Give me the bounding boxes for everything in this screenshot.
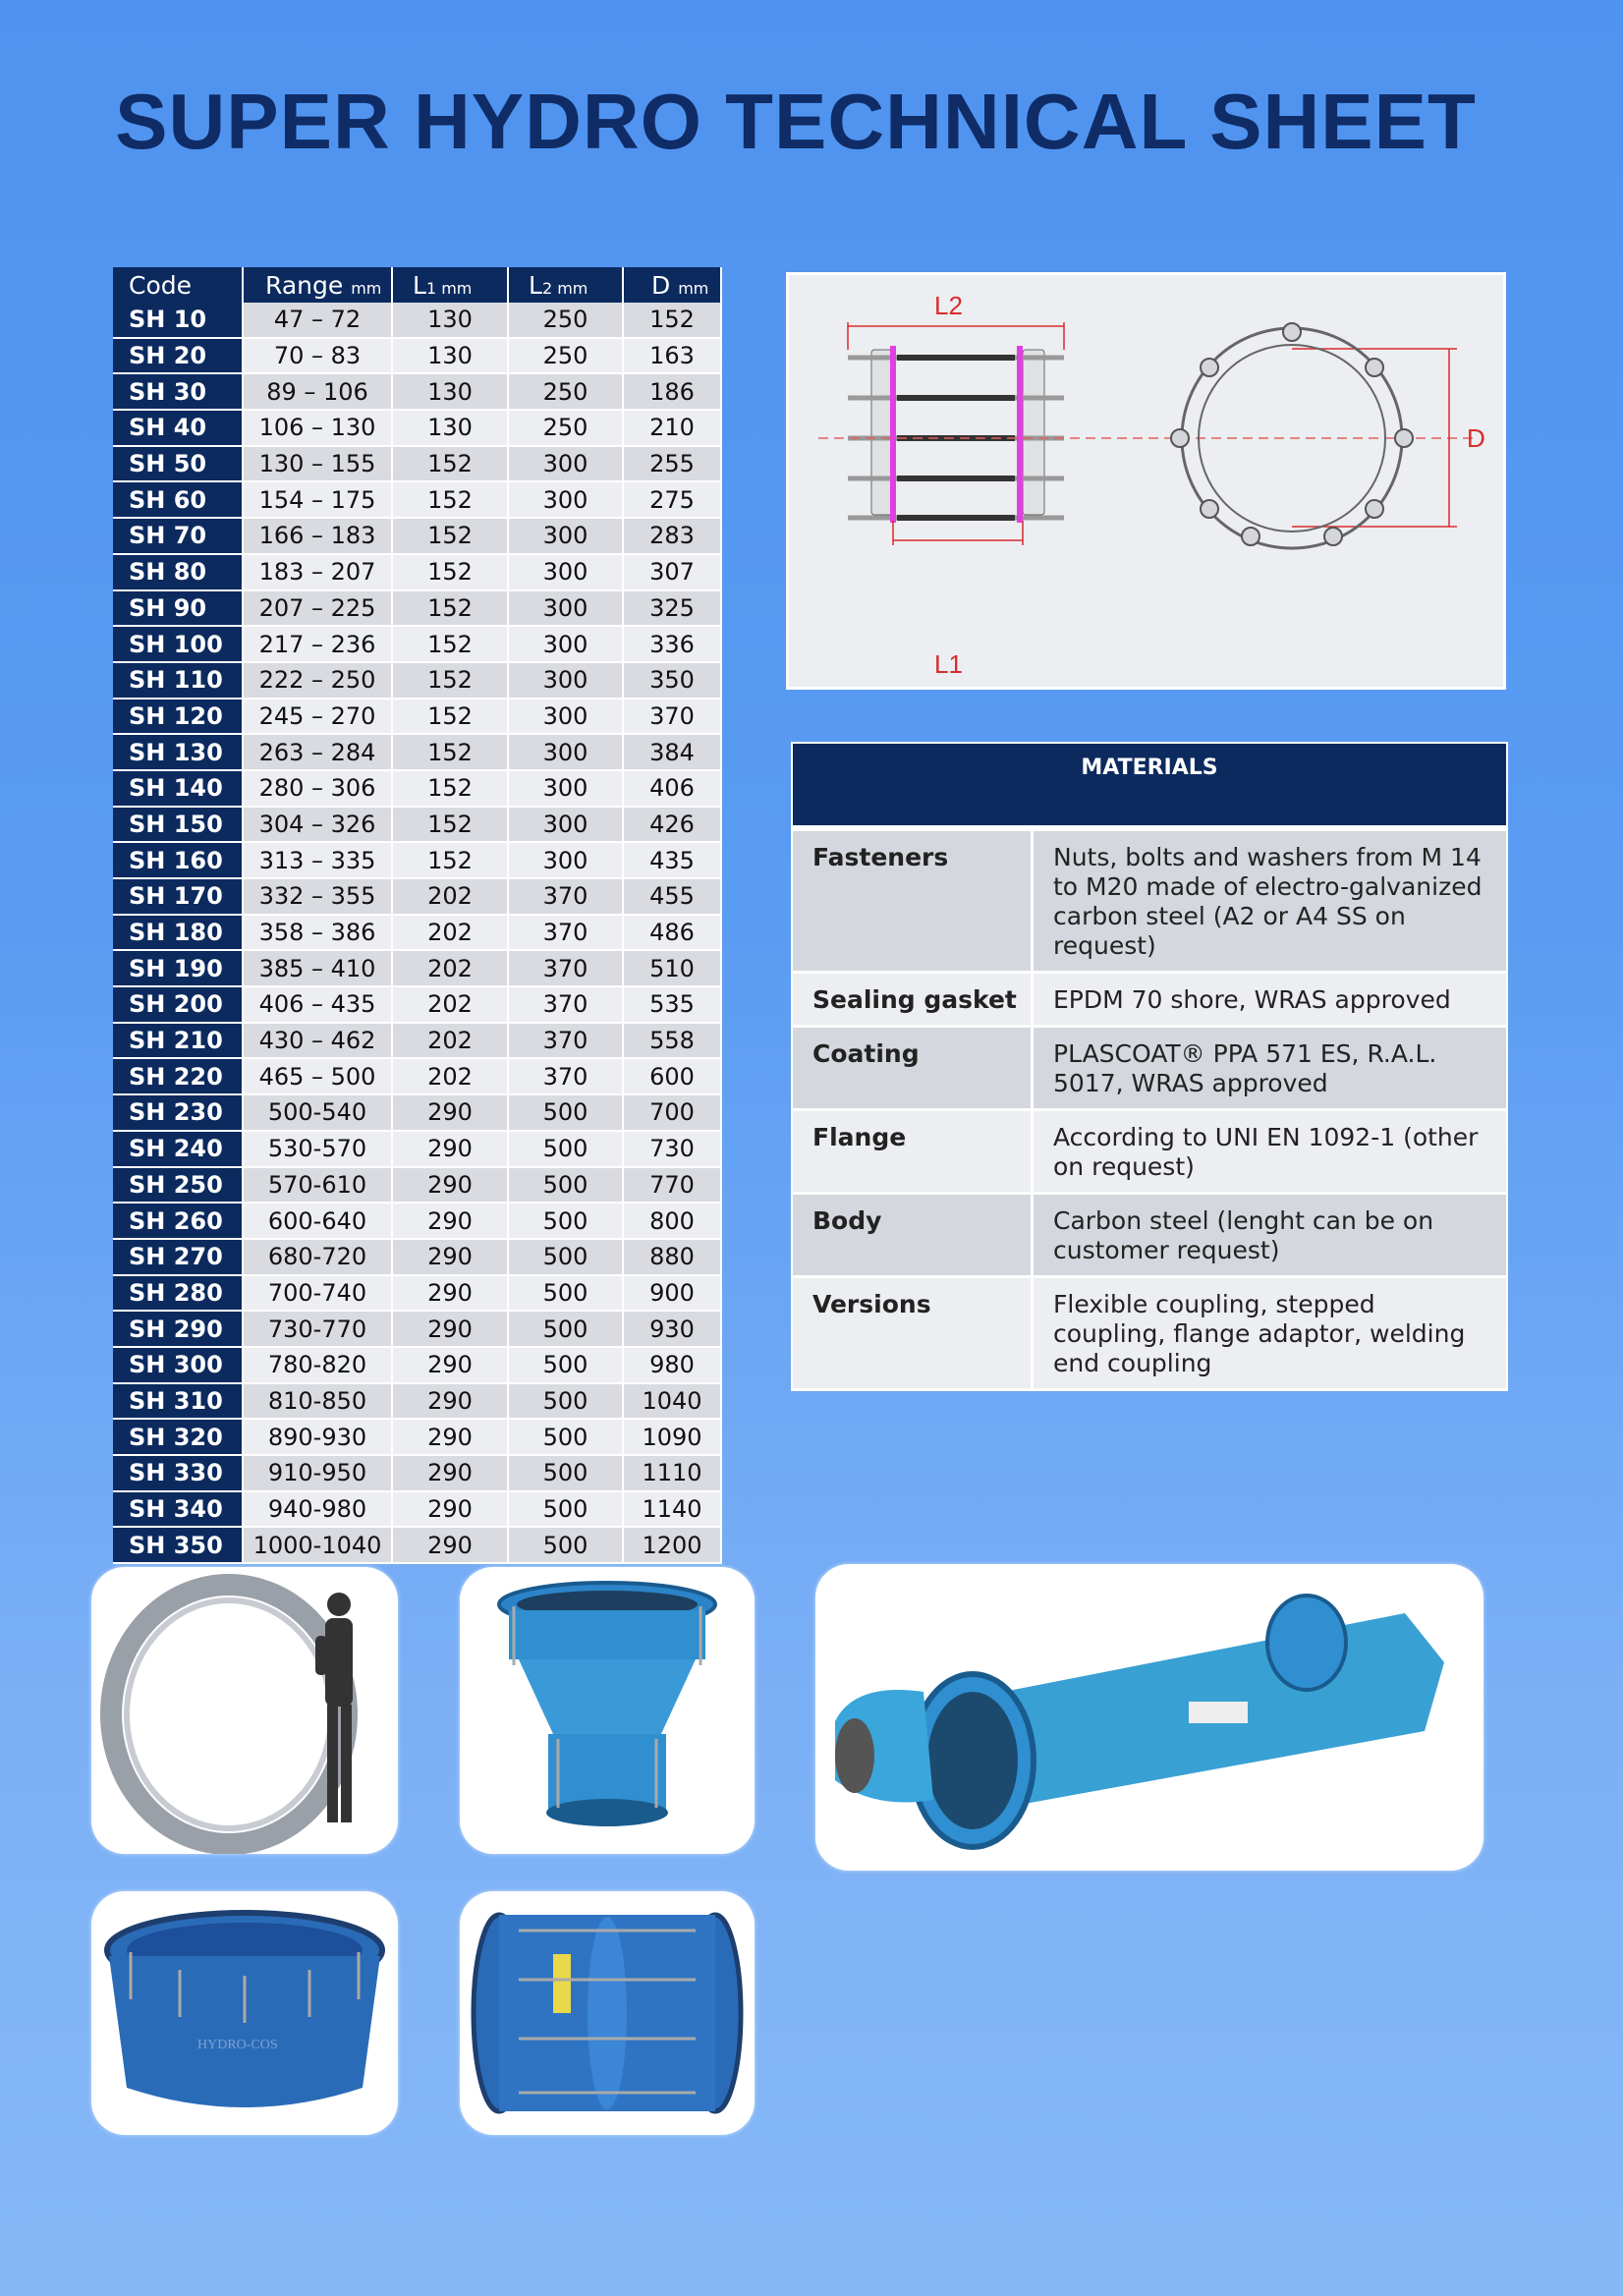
cell-l2: 250: [508, 338, 623, 374]
cell-code: SH 10: [113, 303, 243, 338]
cell-code: SH 180: [113, 915, 243, 951]
cell-l1: 152: [392, 481, 508, 518]
table-row: [113, 446, 721, 482]
cell-range: 430 – 462: [243, 1023, 392, 1059]
cell-d: 283: [623, 518, 721, 554]
cell-range: 332 – 355: [243, 878, 392, 915]
table-row: [113, 1419, 721, 1455]
cell-l1: 202: [392, 986, 508, 1023]
cell-l2: 370: [508, 986, 623, 1023]
materials-table: [791, 742, 1508, 1391]
col-header-code: Code: [113, 267, 243, 303]
cell-l2: 500: [508, 1419, 623, 1455]
table-row: [113, 1058, 721, 1094]
cell-l2: 250: [508, 373, 623, 410]
cell-code: SH 90: [113, 590, 243, 627]
cell-range: 358 – 386: [243, 915, 392, 951]
materials-value: PLASCOAT® PPA 571 ES, R.A.L. 5017, WRAS approved: [1033, 1027, 1508, 1110]
cell-l1: 152: [392, 807, 508, 843]
materials-row: [792, 1110, 1507, 1194]
cell-range: 406 – 435: [243, 986, 392, 1023]
table-row: [113, 303, 721, 338]
cell-l1: 290: [392, 1094, 508, 1131]
table-row: [113, 1275, 721, 1312]
cell-d: 406: [623, 770, 721, 807]
cell-d: 535: [623, 986, 721, 1023]
cell-l1: 152: [392, 662, 508, 699]
cell-range: 207 – 225: [243, 590, 392, 627]
double-flexible-coupling-photo: [460, 1891, 755, 2135]
cell-l2: 300: [508, 626, 623, 662]
cell-code: SH 210: [113, 1023, 243, 1059]
col-header-l2: L2 mm: [508, 267, 623, 303]
cell-code: SH 190: [113, 950, 243, 986]
cell-l2: 500: [508, 1094, 623, 1131]
cell-l2: 370: [508, 950, 623, 986]
cell-l1: 290: [392, 1383, 508, 1420]
table-row: [113, 1491, 721, 1528]
cell-range: 245 – 270: [243, 699, 392, 735]
cell-range: 222 – 250: [243, 662, 392, 699]
col-header-l1: L1 mm: [392, 267, 508, 303]
table-row: [113, 1383, 721, 1420]
cell-l2: 500: [508, 1347, 623, 1383]
cell-range: 890-930: [243, 1419, 392, 1455]
cell-d: 455: [623, 878, 721, 915]
cell-l2: 500: [508, 1383, 623, 1420]
cell-l2: 500: [508, 1239, 623, 1275]
spec-table-header: [113, 267, 721, 303]
cell-d: 435: [623, 842, 721, 878]
materials-key: Coating: [792, 1027, 1033, 1110]
materials-key: Sealing gasket: [792, 973, 1033, 1027]
page-title: SUPER HYDRO TECHNICAL SHEET: [115, 78, 1477, 165]
gasket-right: [1017, 346, 1023, 523]
cell-code: SH 50: [113, 446, 243, 482]
cell-l2: 300: [508, 481, 623, 518]
cell-l2: 370: [508, 915, 623, 951]
cell-code: SH 260: [113, 1203, 243, 1239]
materials-row: [792, 1194, 1507, 1277]
cell-l2: 500: [508, 1491, 623, 1528]
cell-d: 275: [623, 481, 721, 518]
cell-d: 770: [623, 1167, 721, 1204]
cell-range: 106 – 130: [243, 410, 392, 446]
cell-code: SH 240: [113, 1131, 243, 1167]
cell-code: SH 340: [113, 1491, 243, 1528]
cell-d: 730: [623, 1131, 721, 1167]
materials-row: [792, 973, 1507, 1027]
cell-l2: 300: [508, 446, 623, 482]
col-header-d: D mm: [623, 267, 721, 303]
table-row: [113, 590, 721, 627]
cell-d: 350: [623, 662, 721, 699]
cell-d: 307: [623, 554, 721, 590]
table-row: [113, 1203, 721, 1239]
label-l1: L1: [934, 649, 963, 679]
cell-l2: 500: [508, 1455, 623, 1491]
table-row: [113, 626, 721, 662]
table-row: [113, 842, 721, 878]
cell-range: 700-740: [243, 1275, 392, 1312]
cell-d: 325: [623, 590, 721, 627]
cell-range: 280 – 306: [243, 770, 392, 807]
cell-d: 980: [623, 1347, 721, 1383]
cell-d: 1110: [623, 1455, 721, 1491]
cell-l1: 152: [392, 842, 508, 878]
cell-range: 304 – 326: [243, 807, 392, 843]
cell-code: SH 100: [113, 626, 243, 662]
cell-range: 600-640: [243, 1203, 392, 1239]
table-row: [113, 950, 721, 986]
cell-l1: 152: [392, 518, 508, 554]
cell-d: 1040: [623, 1383, 721, 1420]
cell-range: 217 – 236: [243, 626, 392, 662]
cell-range: 500-540: [243, 1094, 392, 1131]
cell-range: 313 – 335: [243, 842, 392, 878]
table-row: [113, 1094, 721, 1131]
materials-key: Flange: [792, 1110, 1033, 1194]
cell-range: 166 – 183: [243, 518, 392, 554]
table-row: [113, 878, 721, 915]
cell-l2: 500: [508, 1311, 623, 1347]
cell-l2: 300: [508, 590, 623, 627]
cell-code: SH 170: [113, 878, 243, 915]
cell-range: 154 – 175: [243, 481, 392, 518]
cell-d: 384: [623, 734, 721, 770]
cell-l2: 250: [508, 410, 623, 446]
table-row: [113, 734, 721, 770]
table-row: [113, 373, 721, 410]
cell-range: 89 – 106: [243, 373, 392, 410]
materials-row: [792, 1027, 1507, 1110]
cell-code: SH 300: [113, 1347, 243, 1383]
cell-code: SH 40: [113, 410, 243, 446]
cell-l1: 290: [392, 1275, 508, 1312]
materials-key: Body: [792, 1194, 1033, 1277]
cell-code: SH 30: [113, 373, 243, 410]
cell-d: 1140: [623, 1491, 721, 1528]
cell-code: SH 140: [113, 770, 243, 807]
cell-range: 780-820: [243, 1347, 392, 1383]
cell-l2: 300: [508, 554, 623, 590]
cell-l1: 290: [392, 1131, 508, 1167]
cell-code: SH 200: [113, 986, 243, 1023]
cell-d: 426: [623, 807, 721, 843]
cell-d: 510: [623, 950, 721, 986]
large-ring-coupling-photo: [91, 1567, 398, 1854]
materials-key: Versions: [792, 1277, 1033, 1390]
cell-l1: 290: [392, 1527, 508, 1563]
cell-l1: 290: [392, 1203, 508, 1239]
cell-code: SH 330: [113, 1455, 243, 1491]
cell-l1: 202: [392, 950, 508, 986]
table-row: [113, 1131, 721, 1167]
cell-code: SH 130: [113, 734, 243, 770]
cell-l2: 300: [508, 842, 623, 878]
materials-value: EPDM 70 shore, WRAS approved: [1033, 973, 1508, 1027]
cell-l2: 370: [508, 1058, 623, 1094]
table-row: [113, 915, 721, 951]
cell-d: 800: [623, 1203, 721, 1239]
spec-table: [113, 267, 722, 1564]
cell-code: SH 230: [113, 1094, 243, 1131]
cell-range: 1000-1040: [243, 1527, 392, 1563]
cell-range: 680-720: [243, 1239, 392, 1275]
cell-code: SH 220: [113, 1058, 243, 1094]
cell-l1: 290: [392, 1419, 508, 1455]
cell-code: SH 120: [113, 699, 243, 735]
materials-value: Nuts, bolts and washers from M 14 to M20 made of electro-galvanized carbon steel (A2 or A4 SS on request): [1033, 828, 1508, 973]
cell-code: SH 20: [113, 338, 243, 374]
cell-l2: 250: [508, 303, 623, 338]
stepped-coupling-photo: [460, 1567, 755, 1854]
cell-range: 810-850: [243, 1383, 392, 1420]
cell-l2: 300: [508, 662, 623, 699]
materials-row: [792, 1277, 1507, 1390]
materials-value: According to UNI EN 1092-1 (other on request): [1033, 1110, 1508, 1194]
cell-range: 263 – 284: [243, 734, 392, 770]
cell-range: 183 – 207: [243, 554, 392, 590]
cell-l1: 152: [392, 626, 508, 662]
cell-l1: 130: [392, 410, 508, 446]
cell-l1: 290: [392, 1491, 508, 1528]
cell-range: 910-950: [243, 1455, 392, 1491]
cell-l2: 500: [508, 1275, 623, 1312]
table-row: [113, 1527, 721, 1563]
cell-l2: 370: [508, 878, 623, 915]
coupling-drawing: [789, 275, 1503, 687]
table-row: [113, 986, 721, 1023]
cell-d: 486: [623, 915, 721, 951]
cell-l1: 152: [392, 699, 508, 735]
cell-l2: 500: [508, 1131, 623, 1167]
cell-range: 130 – 155: [243, 446, 392, 482]
cell-code: SH 60: [113, 481, 243, 518]
table-row: [113, 1239, 721, 1275]
cell-l1: 290: [392, 1347, 508, 1383]
label-d: D: [1467, 423, 1485, 453]
cell-d: 600: [623, 1058, 721, 1094]
label-l2: L2: [934, 291, 963, 320]
cell-l2: 500: [508, 1527, 623, 1563]
cell-d: 930: [623, 1311, 721, 1347]
pipe-assembly-photo: [815, 1564, 1483, 1871]
table-row: [113, 770, 721, 807]
cell-d: 336: [623, 626, 721, 662]
coupling-diagram: [786, 272, 1506, 690]
cell-d: 210: [623, 410, 721, 446]
cell-l1: 152: [392, 446, 508, 482]
cell-code: SH 70: [113, 518, 243, 554]
cell-d: 163: [623, 338, 721, 374]
cell-d: 255: [623, 446, 721, 482]
table-row: [113, 807, 721, 843]
materials-value: Flexible coupling, stepped coupling, flange adaptor, welding end coupling: [1033, 1277, 1508, 1390]
table-row: [113, 1347, 721, 1383]
cell-l1: 290: [392, 1455, 508, 1491]
cell-code: SH 250: [113, 1167, 243, 1204]
table-row: [113, 410, 721, 446]
cell-range: 465 – 500: [243, 1058, 392, 1094]
cell-code: SH 160: [113, 842, 243, 878]
table-row: [113, 662, 721, 699]
table-row: [113, 1167, 721, 1204]
cell-d: 1200: [623, 1527, 721, 1563]
cell-l1: 152: [392, 734, 508, 770]
table-row: [113, 554, 721, 590]
cell-l2: 370: [508, 1023, 623, 1059]
cell-range: 47 – 72: [243, 303, 392, 338]
table-row: [113, 518, 721, 554]
col-header-range: Range mm: [243, 267, 392, 303]
cell-l1: 130: [392, 373, 508, 410]
materials-key: Fasteners: [792, 828, 1033, 973]
cell-l1: 290: [392, 1311, 508, 1347]
side-view: [848, 346, 1064, 523]
cell-code: SH 350: [113, 1527, 243, 1563]
cell-l1: 202: [392, 915, 508, 951]
cell-l1: 290: [392, 1239, 508, 1275]
cell-code: SH 280: [113, 1275, 243, 1312]
cell-l1: 130: [392, 303, 508, 338]
cell-d: 900: [623, 1275, 721, 1312]
table-row: [113, 1023, 721, 1059]
cell-l1: 130: [392, 338, 508, 374]
cell-d: 370: [623, 699, 721, 735]
cell-l2: 300: [508, 770, 623, 807]
cell-range: 70 – 83: [243, 338, 392, 374]
cell-l2: 500: [508, 1203, 623, 1239]
cell-l1: 202: [392, 1023, 508, 1059]
materials-row: [792, 828, 1507, 973]
cell-l1: 152: [392, 554, 508, 590]
table-row: [113, 1455, 721, 1491]
cell-l2: 300: [508, 699, 623, 735]
table-row: [113, 699, 721, 735]
front-view: [1171, 323, 1413, 548]
cell-code: SH 310: [113, 1383, 243, 1420]
materials-value: Carbon steel (lenght can be on customer request): [1033, 1194, 1508, 1277]
cell-l1: 290: [392, 1167, 508, 1204]
cell-code: SH 270: [113, 1239, 243, 1275]
table-row: [113, 1311, 721, 1347]
cell-range: 385 – 410: [243, 950, 392, 986]
materials-header: MATERIALS: [792, 743, 1507, 828]
cell-l2: 300: [508, 734, 623, 770]
cell-code: SH 80: [113, 554, 243, 590]
cell-code: SH 320: [113, 1419, 243, 1455]
cell-range: 940-980: [243, 1491, 392, 1528]
table-row: [113, 338, 721, 374]
cell-d: 152: [623, 303, 721, 338]
gasket-left: [890, 346, 896, 523]
cell-l2: 300: [508, 518, 623, 554]
hydro-cos-coupling-photo: [91, 1891, 398, 2135]
cell-code: SH 150: [113, 807, 243, 843]
cell-code: SH 290: [113, 1311, 243, 1347]
product-stamp-text: HYDRO-COS: [197, 2038, 278, 2052]
cell-l1: 152: [392, 590, 508, 627]
cell-l1: 152: [392, 770, 508, 807]
cell-d: 1090: [623, 1419, 721, 1455]
cell-code: SH 110: [113, 662, 243, 699]
cell-range: 730-770: [243, 1311, 392, 1347]
cell-range: 570-610: [243, 1167, 392, 1204]
cell-l2: 300: [508, 807, 623, 843]
cell-d: 186: [623, 373, 721, 410]
table-row: [113, 481, 721, 518]
cell-l1: 202: [392, 1058, 508, 1094]
cell-d: 880: [623, 1239, 721, 1275]
cell-l1: 202: [392, 878, 508, 915]
cell-d: 700: [623, 1094, 721, 1131]
cell-range: 530-570: [243, 1131, 392, 1167]
cell-d: 558: [623, 1023, 721, 1059]
cell-l2: 500: [508, 1167, 623, 1204]
